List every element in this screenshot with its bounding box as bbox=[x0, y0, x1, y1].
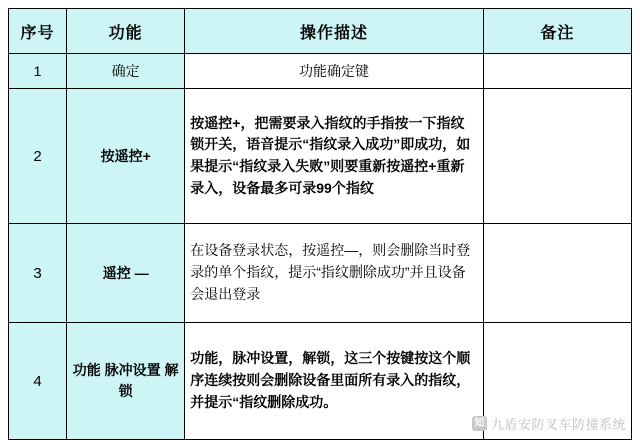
cell-description: 按遥控+，把需要录入指纹的手指按一下指纹锁开关，语音提示“指纹录入成功”即成功，如果提示“指纹录入失败”则要重新按遥控+重新录入，设备最多可录99个指纹 bbox=[185, 89, 483, 224]
cell-function: 遥控 — bbox=[67, 224, 185, 323]
table-row bbox=[9, 224, 632, 323]
cell-function: 功能 脉冲设置 解锁 bbox=[67, 323, 185, 440]
table-row bbox=[9, 89, 632, 224]
header-cell-note: 备注 bbox=[483, 9, 631, 54]
watermark bbox=[472, 414, 626, 433]
cell-note bbox=[483, 89, 631, 224]
header-cell-seq: 序号 bbox=[9, 9, 67, 54]
table-header bbox=[9, 9, 632, 54]
cell-seq: 3 bbox=[9, 224, 67, 323]
table-header-row bbox=[9, 9, 632, 54]
header-cell-function: 功能 bbox=[67, 9, 185, 54]
spec-table bbox=[8, 8, 632, 440]
cell-description: 在设备登录状态，按遥控—，则会删除当时登录的单个指纹，提示“指纹删除成功”并且设备会退出登录 bbox=[185, 224, 483, 323]
watermark-text: 九盾安防叉车防撞系统 bbox=[490, 417, 626, 432]
cell-seq: 1 bbox=[9, 54, 67, 89]
zhihu-logo-icon: 知 bbox=[472, 416, 487, 431]
cell-seq: 4 bbox=[9, 323, 67, 440]
document-body bbox=[8, 8, 632, 426]
cell-note bbox=[483, 224, 631, 323]
cell-function: 按遥控+ bbox=[67, 89, 185, 224]
header-cell-description: 操作描述 bbox=[185, 9, 483, 54]
cell-note bbox=[483, 54, 631, 89]
cell-function: 确定 bbox=[67, 54, 185, 89]
cell-seq: 2 bbox=[9, 89, 67, 224]
table-row bbox=[9, 54, 632, 89]
cell-description: 功能确定键 bbox=[185, 54, 483, 89]
table-body bbox=[9, 54, 632, 440]
cell-description: 功能，脉冲设置，解锁，这三个按键按这个顺序连续按则会删除设备里面所有录入的指纹，并提示“指纹删除成功。 bbox=[185, 323, 483, 440]
